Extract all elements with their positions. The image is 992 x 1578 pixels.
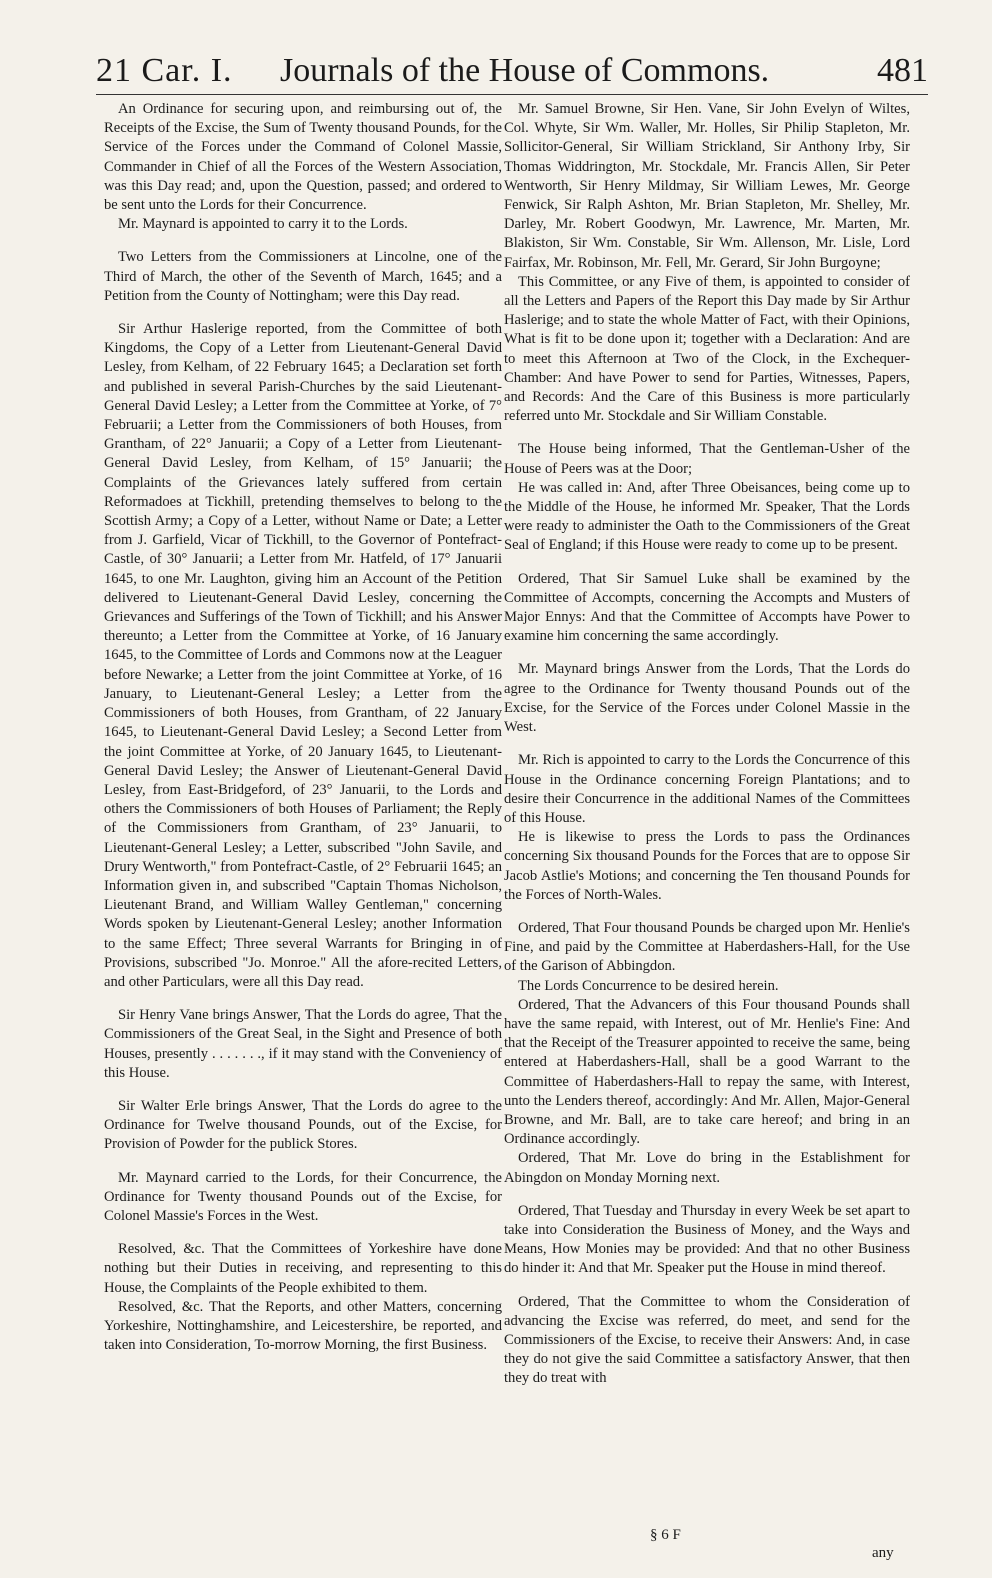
paragraph: An Ordinance for securing upon, and reimbursing out of, the Receipts of the Excise, the Sum of Twenty thousand Pounds, for the Service of the Forces under the Command of Colonel Massie, Commander in Chief of all the Forces of the Western Association, was this Day read; and, upon the Question, passed; and ordered to be sent unto the Lords for their Concurrence. [104,101,502,214]
paragraph: Mr. Maynard brings Answer from the Lords, That the Lords do agree to the Ordinance for Twenty thousand Pounds out of the Excise, for the Service of the Forces under Colonel Massie in the West. [504,661,910,736]
paragraph: Mr. Samuel Browne, Sir Hen. Vane, Sir John Evelyn of Wiltes, Col. Whyte, Sir Wm. Waller, Mr. Holles, Sir Philip Stapleton, Mr. Sollicitor-General, Sir William Strickland, Sir Anthony Irby, Sir Thomas Widdrington, Mr. Stockdale, Mr. Francis Allen, Sir Peter Wentworth, Sir Henry Mildmay, Sir William Lewes, Mr. George Fenwick, Sir Ralph Ashton, Mr. Brian Stapleton, Mr. Shelley, Mr. Darley, Mr. Robert Goodwyn, Mr. Lawrence, Mr. Marten, Mr. Blakiston, Sir Wm. Constable, Sir Wm. Allenson, Mr. Lisle, Lord Fairfax, Mr. Robinson, Mr. Fell, Mr. Gerard, Sir John Burgoyne; [504,101,910,271]
paragraph: The House being informed, That the Gentleman-Usher of the House of Peers was at the Door; [504,441,910,477]
paragraph: The Lords Concurrence to be desired herein. [518,977,779,994]
right-column [504,100,910,1389]
paragraph: Ordered, That the Advancers of this Four thousand Pounds shall have the same repaid, with Interest, out of Mr. Henlie's Fine: And that the Receipt of the Treasurer appointed to receive the same, being entered at Haberdashers-Hall, shall be a good Warrant to the Committee of Haberdashers-Hall to repay the same, with Interest, unto the Lenders thereof, accordingly: And Mr. Allen, Major-General Browne, and Mr. Ball, are to take care hereof; and bring in an Ordinance accordingly. [504,996,910,1148]
paragraph: Mr. Maynard is appointed to carry it to the Lords. [118,216,408,233]
paragraph: Sir Walter Erle brings Answer, That the Lords do agree to the Ordinance for Twelve thousand Pounds, out of the Excise, for Provision of Powder for the publick Stores. [104,1097,502,1153]
paragraph: Ordered, That Sir Samuel Luke shall be examined by the Committee of Accompts, concerning the Accompts and Musters of Major Ennys: And that the Committee of Accompts have Power to examine him concerning the same accordingly. [504,570,910,645]
paragraph: Ordered, That Tuesday and Thursday in every Week be set apart to take into Consideration the Business of Money, and the Ways and Means, How Monies may be provided: And that no other Business do hinder it: And that Mr. Speaker put the House in mind thereof. [504,1202,910,1277]
paragraph: Sir Henry Vane brings Answer, That the Lords do agree, That the Commissioners of the Great Seal, in the Sight and Presence of both Houses, presently . . . . . . ., if it may stand with the Conveniency of this House. [104,1007,502,1081]
journal-title: Journals of the House of Commons. [280,52,770,89]
regnal-year: 21 Car. I. [96,52,233,89]
signature-mark: § 6 F [650,1527,681,1543]
paragraph: Mr. Maynard carried to the Lords, for their Concurrence, the Ordinance for Twenty thousand Pounds out of the Excise, for Colonel Massie's Forces in the West. [104,1169,502,1224]
paragraph: Sir Arthur Haslerige reported, from the Committee of both Kingdoms, the Copy of a Letter from Lieutenant-General David Lesley, from Kelham, of 22 February 1645; a Declaration set forth and published in several Parish-Churches by the said Lieutenant-General David Lesley; a Letter from the Committee at Yorke, of 7° Februarii; a Letter from the Commissioners of both Houses, from Grantham, of 22° Januarii; a Copy of a Letter from Lieutenant-General David Lesley, from Kelham, of 15° Januarii; the Complaints of the Grievances lately suffered from certain Reformadoes at Tickhill, pretending themselves to belong to the Scottish Army; a Copy of a Letter, without Name or Date; a Letter from J. Garfield, Vicar of Tickhill, to the Governor of Pontefract-Castle, of 30° Januarii; a Letter from Mr. Hatfeld, of 17° Januarii 1645, to one Mr. Laughton, giving him an Account of the Petition delivered to Lieutenant-General David Lesley, concerning the Grievances and Sufferings of the Town of Tickhill; and his Answer thereunto; a Letter from the Committee at Yorke, of 16 January 1645, to the Committee of Lords and Commons now at the Leaguer before Newarke; a Letter from the joint Committee at Yorke, of 16 January, to Lieutenant-General Lesley; a Letter from the Commissioners of both Houses, from Grantham, of 22 January 1645, to Lieutenant-General David Lesley; a Second Letter from the joint Committee at Yorke, of 20 January 1645, to Lieutenant-General David Lesley; the Answer of Lieutenant-General David Lesley, from East-Bridgeford, of 23° Januarii, to the Lords and others the Commissioners of both Houses of Parliament; the Reply of the Commissioners from Grantham, of 23° Januarii, to Lieutenant-General Lesley; a Letter, subscribed "John Savile, and Drury Wentworth," from Pontefract-Castle, of 2° Februarii 1645; an Information given in, and subscribed "Captain Thomas Nicholson, Lieutenant Brand, and William Walley Gentleman," concerning Words spoken by Lieutenant-General Lesley; another Information to the same Effect; Three several Warrants for Bringing in of Provisions, subscribed "Jo. Monroe." All the afore-recited Letters, and other Particulars, were all this Day read. [104,321,502,990]
paragraph: Ordered, That Mr. Love do bring in the Establishment for Abingdon on Monday Morning next. [504,1150,910,1186]
paragraph: He is likewise to press the Lords to pass the Ordinances concerning Six thousand Pounds for the Forces that are to oppose Sir Jacob Astlie's Motions; and concerning the Ten thousand Pounds for the Forces of North-Wales. [504,829,910,903]
catchword: any [872,1545,894,1561]
paragraph: He was called in: And, after Three Obeisances, being come up to the Middle of the House, he informed Mr. Speaker, That the Lords were ready to administer the Oath to the Commissioners of the Great Seal of England; if this House were ready to come up to be present. [504,479,910,554]
paragraph: Resolved, &c. That the Committees of Yorkeshire have done nothing but their Duties in receiving, and representing to this House, the Complaints of the People exhibited to them. [104,1241,502,1296]
page-number: 481 [877,52,928,89]
paragraph: Mr. Rich is appointed to carry to the Lords the Concurrence of this House in the Ordinance concerning Foreign Plantations; and to desire their Concurrence in the additional Names of the Committees of this House. [504,752,910,826]
left-column [104,100,502,1355]
header-rule [96,94,928,95]
paragraph: Resolved, &c. That the Reports, and other Matters, concerning Yorkeshire, Nottinghamshire, and Leicestershire, be reported, and taken into Consideration, To-morrow Morning, the first Business. [104,1298,502,1354]
paragraph: Two Letters from the Commissioners at Lincolne, one of the Third of March, the other of the Seventh of March, 1645; and a Petition from the County of Nottingham; were this Day read. [104,249,502,304]
paragraph: This Committee, or any Five of them, is appointed to consider of all the Letters and Papers of the Report this Day made by Sir Arthur Haslerige; and to state the whole Matter of Fact, with their Opinions, What is fit to be done upon it; together with a Declaration: And are to meet this Afternoon at Two of the Clock, in the Exchequer-Chamber: And have Power to send for Parties, Witnesses, Papers, and Records: And the Care of this Business is more particularly referred unto Mr. Stockdale and Sir William Constable. [504,273,910,425]
paragraph: Ordered, That Four thousand Pounds be charged upon Mr. Henlie's Fine, and paid by the Committee at Haberdashers-Hall, for the Use of the Garison of Abbingdon. [504,919,910,975]
page-header [96,52,928,96]
paragraph: Ordered, That the Committee to whom the Consideration of advancing the Excise was referred, do meet, and send for the Commissioners of the Excise, to receive their Answers: And, in case they do not give the said Committee a satisfactory Answer, that then they do treat with [504,1293,910,1387]
